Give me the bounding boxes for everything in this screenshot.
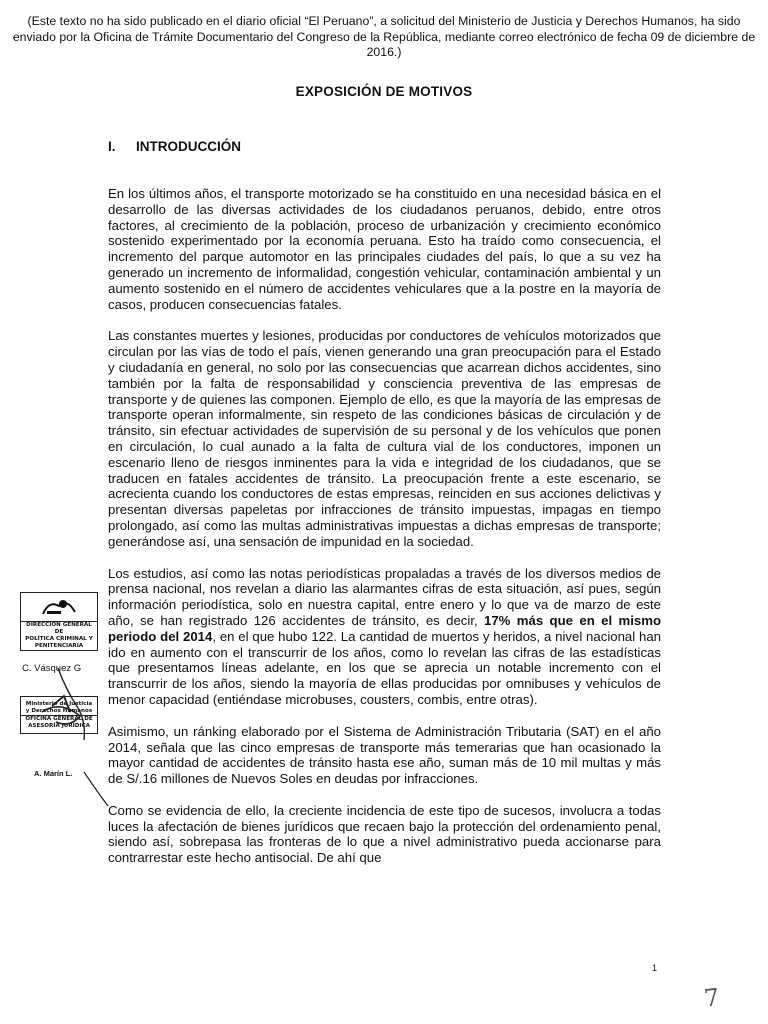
stamp-2-line-4: ASESORÍA JURÍDICA xyxy=(28,723,90,729)
ministry-logo-icon xyxy=(21,593,97,622)
paragraph-3-highlight: 17% más que en el mismo periodo del 2014 xyxy=(108,612,661,644)
handwritten-folio-mark: 7 xyxy=(702,983,721,1013)
signer-1-name: C. Vásquez G xyxy=(22,663,82,674)
stamp-1-line-2: POLÍTICA CRIMINAL Y xyxy=(25,636,93,642)
stamp-2-line-1: Ministerio de Justicia xyxy=(25,701,93,707)
document-body xyxy=(108,186,661,882)
stamp-oaj xyxy=(20,696,98,734)
paragraph-2: Las constantes muertes y lesiones, producidas por conductores de vehículos motorizados que circulan por las vías de todo el país, vienen generando una gran preocupación para el Estado y ciudadanía en general, no solo por las consecuencias que acarrean dichos accidentes, sino también por la falta de responsabilidad y consciencia preventiva de las empresas de transporte y de quienes las componen. Ejemplo de ello, es que la mayoría de las empresas de transporte operan informalmente, sin respeto de las condiciones básicas de circulación y de tránsito, sin efectuar actividades de supervisión de su personal y de los vehículos que ponen en circulación, lo cual aunado a la falta de cultura vial de los conductores, imponen un escenario lleno de riesgos inminentes para la vida e integridad de los ciudadanos, que se traducen en fatales accidentes de tránsito. La preocupación frente a este escenario, se acrecienta cuando los conductores de estas empresas, reinciden en sus acciones delictivas y presentan diversas papeletas por infracciones de tránsito impuestas, impagas en tiempo prolongado, así como las multas administrativas impuestas a dichas empresas de transporte; generándose así, una sensación de impunidad en la sociedad. xyxy=(108,328,661,549)
paragraph-5: Como se evidencia de ello, la creciente incidencia de este tipo de sucesos, involucra a todas luces la afectación de bienes jurídicos que recaen bajo la protección del ordenamiento penal, siendo así, sobrepasa las fronteras de lo que a nivel administrativo pueda accionarse para contrarrestar este hecho antisocial. De ahí que xyxy=(108,802,661,866)
stamp-2-line-3: OFICINA GENERAL DE xyxy=(21,715,97,723)
paragraph-3-text-b: , en el que hubo 122. La cantidad de muertos y heridos, a nivel nacional han ido en aumento con el transcurrir de los años, como lo revelan las cifras de las estadísticas que presentamos líneas adelante, en los que se aprecia un notable incremento con el transcurrir de los años, siendo la mayoría de ellas producidas por omnibuses y vehículos de menor capacidad (entiéndase microbuses, cousters, combis, entre otras). xyxy=(108,628,661,707)
section-title: INTRODUCCIÓN xyxy=(136,139,241,154)
stamp-2-line-2: y Derechos Humanos xyxy=(25,708,93,714)
section-heading xyxy=(108,139,241,154)
signer-2-name: A. Marín L. xyxy=(34,769,73,778)
page-number: 1 xyxy=(652,963,658,973)
paragraph-3-text-a: Los estudios, así como las notas periodísticas propaladas a través de los diversos medios de prensa nacional, nos revelan a diario las alarmantes cifras de esta situación, así pues, según información periodística, solo en nuestra capital, entre enero y lo que va de marzo de este año, se han registrado 126 accidentes de tránsito, es decir, xyxy=(108,565,661,628)
header-note: (Este texto no ha sido publicado en el diario oficial “El Peruano”, a solicitud del Ministerio de Justicia y Derechos Humanos, ha sido enviado por la Oficina de Trámite Documentario del Congreso de la República, mediante correo electrónico de fecha 09 de diciembre de 2016.) xyxy=(12,14,756,59)
stamp-dgpcp xyxy=(20,592,98,651)
paragraph-1: En los últimos años, el transporte motorizado se ha constituido en una necesidad básica en el desarrollo de las diversas actividades de los ciudadanos peruanos, debido, entre otros factores, al crecimiento de la población, proceso de urbanización y crecimiento económico sostenido experimentado por la economía peruana. Esto ha traído como consecuencia, el incremento del parque automotor en las principales ciudades del país, lo que a su vez ha generado un incremento de informalidad, congestión vehicular, contaminación ambiental y un aumento sostenido en el número de accidentes vehiculares que a la postre en la mayoría de casos, producen consecuencias fatales. xyxy=(108,186,661,312)
stamp-1-line-3: PENITENCIARIA xyxy=(34,643,84,649)
stamp-1-line-1: DIRECCIÓN GENERAL DE xyxy=(26,622,92,635)
document-title: EXPOSICIÓN DE MOTIVOS xyxy=(295,84,473,99)
paragraph-4: Asimismo, un ránking elaborado por el Sistema de Administración Tributaria (SAT) en el año 2014, señala que las cinco empresas de transporte más temerarias que han ocasionado la mayor cantidad de accidentes de tránsito hasta ese año, suman más de 10 mil multas y más de S/.16 millones de Nuevos Soles en deudas por infracciones. xyxy=(108,723,661,787)
paragraph-3 xyxy=(108,566,661,708)
section-number: I. xyxy=(108,139,116,154)
